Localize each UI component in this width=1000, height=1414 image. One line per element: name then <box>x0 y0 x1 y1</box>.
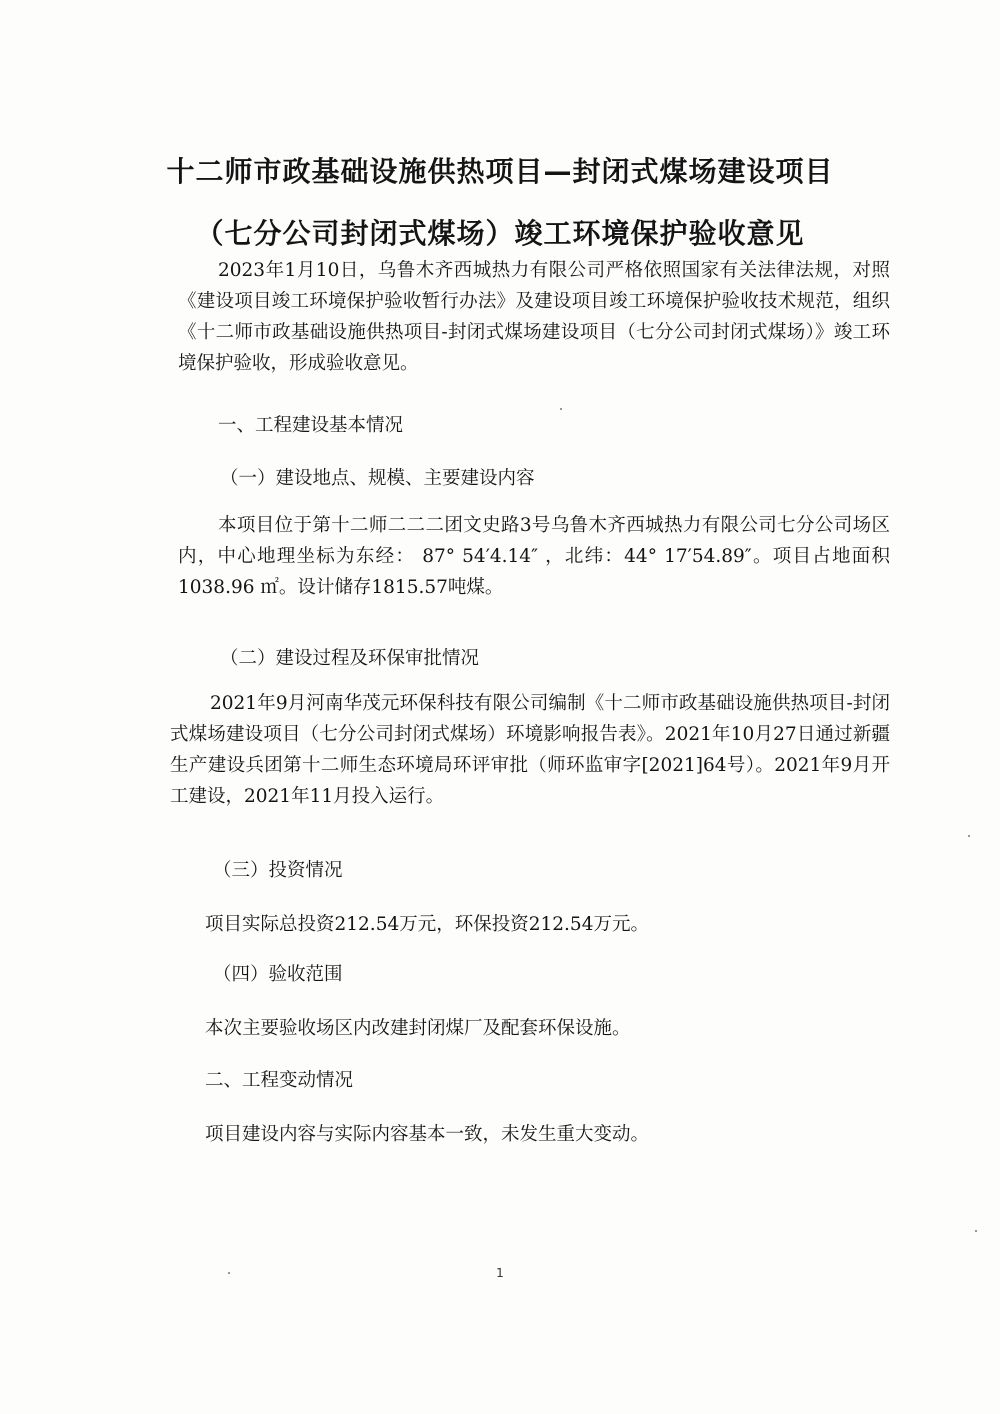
subsection-c-heading: （三）投资情况 <box>213 860 343 881</box>
scan-speck <box>968 835 970 837</box>
subsection-b-heading: （二）建设过程及环保审批情况 <box>220 648 480 669</box>
subsection-c-paragraph: 项目实际总投资212.54万元，环保投资212.54万元。 <box>205 914 649 935</box>
section-two-paragraph: 项目建设内容与实际内容基本一致，未发生重大变动。 <box>205 1124 650 1145</box>
subsection-d-heading: （四）验收范围 <box>213 964 343 985</box>
intro-paragraph: 2023年1月10日，乌鲁木齐西城热力有限公司严格依照国家有关法律法规，对照《建设项目竣工环境保护验收暂行办法》及建设项目竣工环境保护验收技术规范，组织《十二师市政基础设施供热项目-封闭式煤场建设项目（七分公司封闭式煤场）》竣工环境保护验收，形成验收意见。 <box>178 260 890 374</box>
document-title-line-2: （七分公司封闭式煤场）竣工环境保护验收意见 <box>195 217 805 250</box>
subsection-d-paragraph: 本次主要验收场区内改建封闭煤厂及配套环保设施。 <box>205 1018 631 1039</box>
section-one-heading: 一、工程建设基本情况 <box>218 415 404 436</box>
page-number: 1 <box>496 1266 504 1280</box>
subsection-a-paragraph: 本项目位于第十二师二二二团文史路3号乌鲁木齐西城热力有限公司七分公司场区内，中心地理坐标为东经： 87° 54′4.14″ ，北纬：44° 17′54.89″。项目占地面积1038.96 ㎡。设计储存1815.57吨煤。 <box>178 515 890 598</box>
section-two-heading: 二、工程变动情况 <box>205 1070 354 1091</box>
subsection-b-paragraph: 2021年9月河南华茂元环保科技有限公司编制《十二师市政基础设施供热项目-封闭式煤场建设项目（七分公司封闭式煤场）环境影响报告表》。2021年10月27日通过新疆生产建设兵团第十二师生态环境局环评审批（师环监审字[2021]64号）。2021年9月开工建设，2021年11月投入运行。 <box>170 693 890 807</box>
scan-speck <box>975 1230 977 1232</box>
scan-speck <box>560 408 562 410</box>
scan-speck <box>228 1272 230 1274</box>
subsection-a-heading: （一）建设地点、规模、主要建设内容 <box>220 468 535 489</box>
document-title-line-1: 十二师市政基础设施供热项目—封闭式煤场建设项目 <box>166 155 834 188</box>
